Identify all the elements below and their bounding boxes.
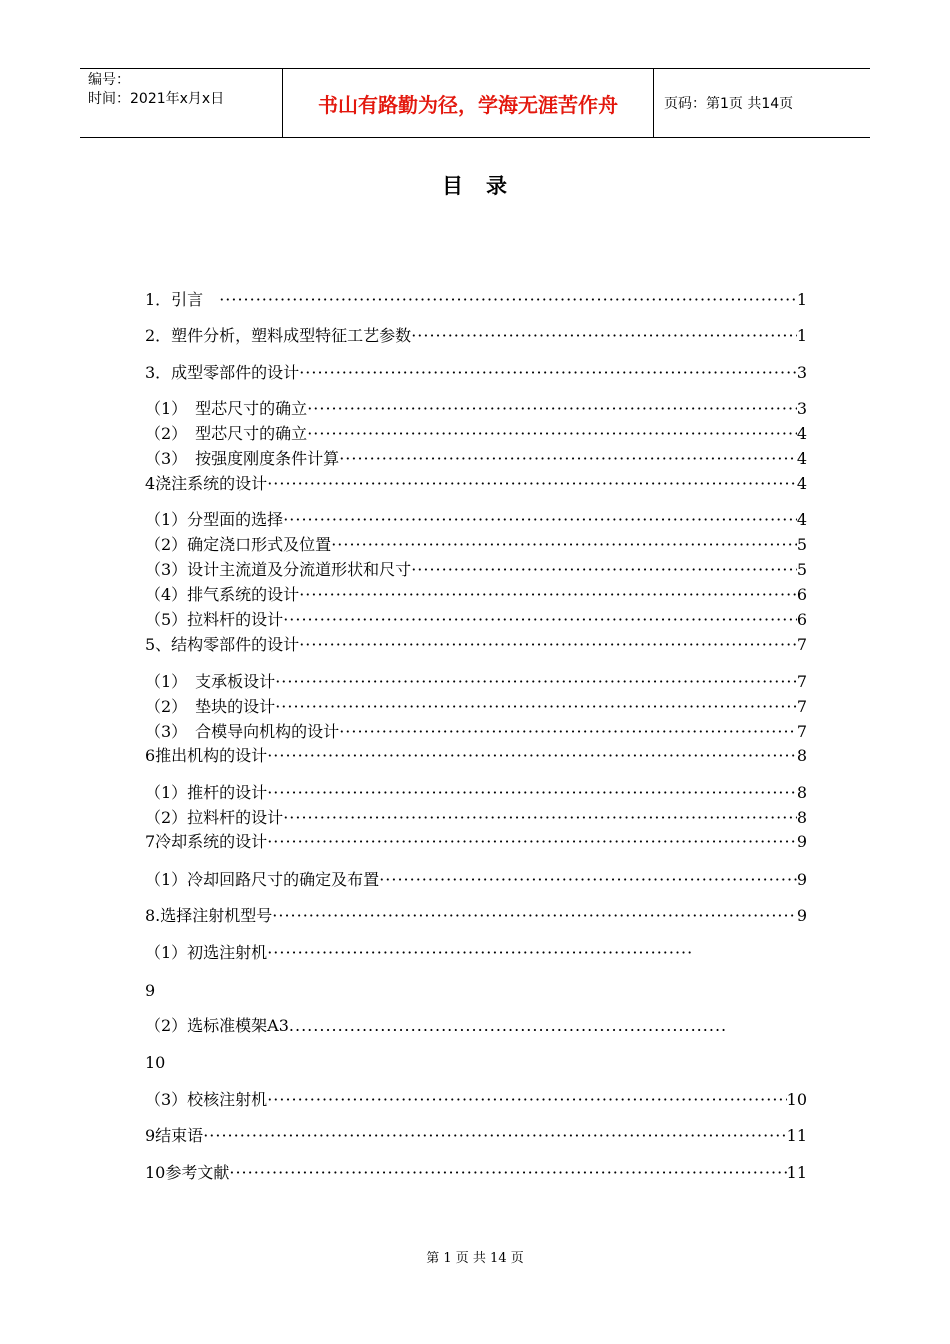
toc-title: 目 录 [442,174,508,198]
toc-entry-text: （2）选标准模架A3 [145,1016,289,1035]
toc-leader [219,290,797,310]
toc-entry-page: 5 [796,535,807,554]
toc-entry [145,943,807,963]
toc-leader [283,510,797,530]
toc-entry-page: 10 [145,1053,166,1072]
toc-entry-text: 3．成型零部件的设计 [145,363,300,382]
toc-entry-text: 6推出机构的设计 [145,746,268,765]
toc-entry [145,870,807,890]
toc-leader [411,326,797,346]
toc-leader [267,783,797,803]
toc-leader [411,560,797,580]
toc-entry [145,832,807,852]
toc-entry-page: 11 [786,1126,807,1145]
toc-entry-text: （1）推杆的设计 [145,783,268,802]
toc-entry-page: 9 [796,832,807,851]
toc-entry [145,290,807,310]
toc-entry-text: （3）设计主流道及分流道形状和尺寸 [145,560,412,579]
toc-entry-page: 9 [796,870,807,889]
toc-leader: ........................................................................ [288,1016,728,1035]
toc-leader [267,746,797,766]
toc-leader [307,424,797,444]
toc-entry [145,474,807,494]
toc-entry-text: （3） 合模导向机构的设计 [145,722,340,741]
toc-leader [275,697,797,717]
toc-entry-text: （1） 支承板设计 [145,672,276,691]
toc-entry-page: 4 [796,449,807,468]
toc-entry-page: 8 [796,783,807,802]
toc-entry [145,535,807,555]
toc-entry-text: （2）确定浇口形式及位置 [145,535,332,554]
toc-leader [267,474,797,494]
toc-entry-text: （2） 垫块的设计 [145,697,276,716]
toc-entry [145,560,807,580]
toc-entry [145,783,807,803]
toc-entry-page: 1 [796,290,807,309]
toc-leader [229,1163,786,1183]
toc-entry [145,610,807,630]
toc-entry-text: 10参考文献 [145,1163,230,1182]
toc-entry [145,635,807,655]
toc-leader [339,722,797,742]
toc-leader [272,906,797,926]
toc-entry [145,363,807,383]
toc-entry-text: （1）分型面的选择 [145,510,284,529]
toc-entry-text: 1．引言 [145,290,220,309]
toc-leader [283,808,797,828]
toc-entry-page: 8 [796,808,807,827]
toc-entry [145,449,807,469]
toc-leader [299,585,797,605]
toc-entry-page: 4 [796,424,807,443]
page-footer: 第 1 页 共 14 页 [426,1251,524,1266]
toc-leader [283,610,797,630]
toc-entry-page: 7 [796,697,807,716]
header-number: 编号： [88,72,130,88]
toc-entry-text: （2） 型芯尺寸的确立 [145,424,308,443]
toc-leader [267,832,797,852]
toc-entry-page: 3 [796,399,807,418]
toc-entry [145,906,807,926]
toc-entry-page: 1 [796,326,807,345]
toc-entry-text: 5、结构零部件的设计 [145,635,300,654]
toc-entry [145,326,807,346]
toc-leader [379,870,797,890]
toc-entry [145,399,807,419]
toc-entry [145,1016,807,1036]
toc-leader [331,535,797,555]
toc-entry-page: 9 [796,906,807,925]
toc-entry-page: 4 [796,474,807,493]
toc-leader [299,635,797,655]
toc-entry-page: 7 [796,672,807,691]
toc-entry-page: 5 [796,560,807,579]
toc-entry-text: 9结束语 [145,1126,204,1145]
toc-leader [203,1126,786,1146]
toc-entry-page: 3 [796,363,807,382]
toc-entry-page: 8 [796,746,807,765]
toc-entry-text: （3） 按强度刚度条件计算 [145,449,340,468]
toc-entry [145,672,807,692]
toc-entry-page: 4 [796,510,807,529]
toc-entry [145,585,807,605]
toc-entry-text: 4浇注系统的设计 [145,474,268,493]
toc-entry [145,510,807,530]
toc-entry-page: 7 [796,635,807,654]
toc-leader: ······································································ [267,943,694,962]
toc-entry-text: （1） 型芯尺寸的确立 [145,399,308,418]
toc-entry [145,722,807,742]
toc-entry-page: 7 [796,722,807,741]
toc-entry [145,746,807,766]
toc-entry [145,697,807,717]
header-page-count: 页码：第1页 共14页 [664,96,794,112]
toc-entry-text: （5）拉料杆的设计 [145,610,284,629]
toc-entry [145,808,807,828]
toc-entry-text: 7冷却系统的设计 [145,832,268,851]
toc-entry-text: 2．塑件分析，塑料成型特征工艺参数 [145,326,412,345]
toc-entry-text: （2）拉料杆的设计 [145,808,284,827]
toc-entry-text: （1）初选注射机 [145,943,268,962]
toc-leader [299,363,797,383]
toc-leader [307,399,797,419]
toc-entry [145,1126,807,1146]
toc-entry-page: 11 [786,1163,807,1182]
header-date: 时间：2021年x月x日 [88,91,225,107]
toc-entry-text: 8.选择注射机型号 [145,906,273,925]
toc-entry [145,1090,807,1110]
toc-entry-text: （3）校核注射机 [145,1090,268,1109]
header-motto: 书山有路勤为径，学海无涯苦作舟 [282,69,654,137]
toc-entry-text: （1）冷却回路尺寸的确定及布置 [145,870,380,889]
toc-entry [145,1163,807,1183]
toc-entry-page: 9 [145,981,156,1000]
toc-entry-page: 6 [796,585,807,604]
toc-entry-text: （4）排气系统的设计 [145,585,300,604]
toc-leader [275,672,797,692]
toc-entry-page: 6 [796,610,807,629]
toc-leader [267,1090,786,1110]
toc-entry [145,424,807,444]
toc-entry-page: 10 [786,1090,807,1109]
toc-leader [339,449,797,469]
